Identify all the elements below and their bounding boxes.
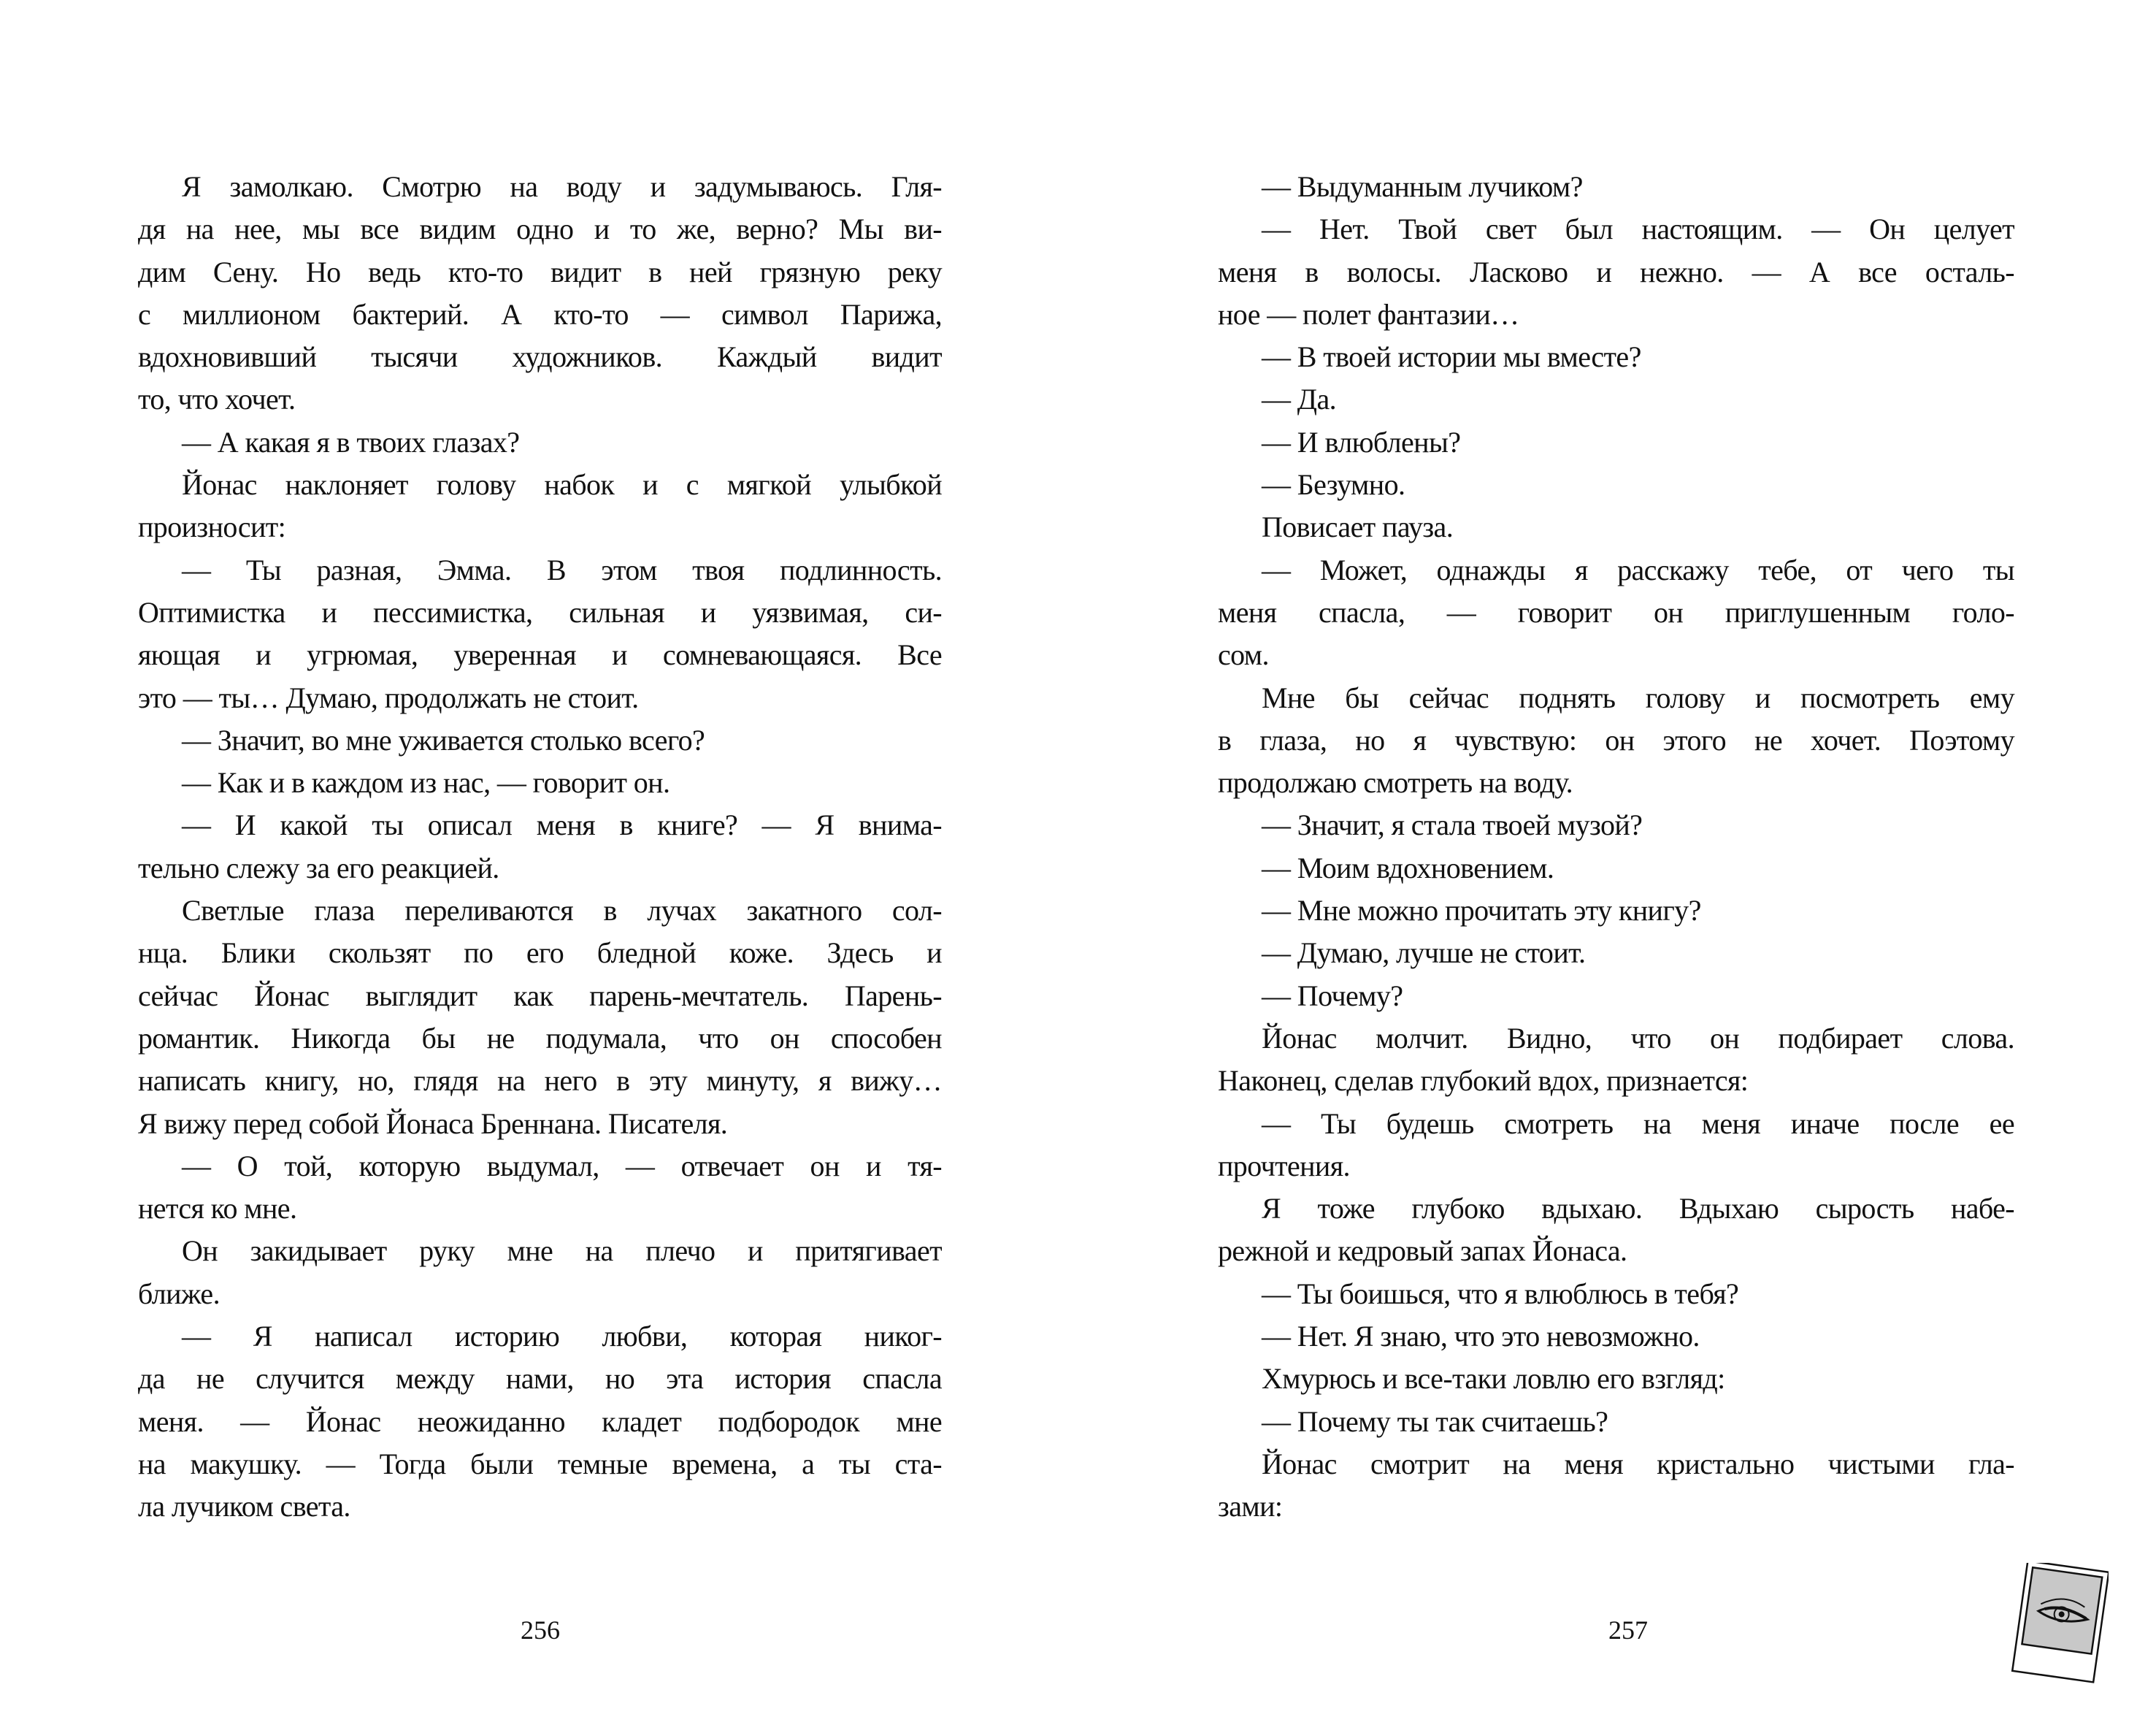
text-line: — Мне можно прочитать эту книгу? bbox=[1262, 894, 1701, 927]
text-line: дим Сену. Но ведь кто-то видит в ней грязную реку bbox=[138, 255, 942, 288]
text-line: — Думаю, лучше не стоит. bbox=[1262, 936, 1586, 970]
text-line: — О той, которую выдумал, — отвечает он и тя- bbox=[182, 1149, 942, 1182]
left-page-text bbox=[138, 166, 942, 1529]
text-line: — И влюблены? bbox=[1262, 425, 1461, 459]
text-line: — Безумно. bbox=[1262, 468, 1405, 502]
text-line: это — ты… Думаю, продолжать не стоит. bbox=[138, 681, 639, 714]
text-line: Я вижу перед собой Йонаса Бреннана. Писателя. bbox=[138, 1106, 728, 1140]
text-line: Я тоже глубоко вдыхаю. Вдыхаю сырость набе- bbox=[1262, 1192, 2014, 1225]
text-line: Йонас наклоняет голову набок и с мягкой улыбкой bbox=[182, 468, 942, 502]
text-line: — Я написал историю любви, которая никог- bbox=[182, 1320, 942, 1353]
text-line: зами: bbox=[1218, 1490, 1283, 1523]
text-line: — Может, однажды я расскажу тебе, от чего ты bbox=[1262, 553, 2014, 586]
text-line: — В твоей истории мы вместе? bbox=[1262, 340, 1641, 374]
text-line: Мне бы сейчас поднять голову и посмотреть ему bbox=[1262, 681, 2014, 714]
text-line: написать книгу, но, глядя на него в эту минуту, я вижу… bbox=[138, 1064, 942, 1098]
text-line: нется ко мне. bbox=[138, 1192, 297, 1225]
text-line: меня в волосы. Ласково и нежно. — А все осталь- bbox=[1218, 255, 2014, 288]
text-line: — Нет. Я знаю, что это невозможно. bbox=[1262, 1320, 1700, 1353]
text-line: яющая и угрюмая, уверенная и сомневающаяся. Все bbox=[138, 638, 942, 672]
text-line: Йонас молчит. Видно, что он подбирает слова. bbox=[1262, 1021, 2014, 1055]
right-page-text bbox=[1218, 166, 2014, 1529]
page-number-left: 256 bbox=[521, 1615, 560, 1645]
text-line: ближе. bbox=[138, 1277, 220, 1310]
text-line: на макушку. — Тогда были темные времена, а ты ста- bbox=[138, 1447, 942, 1480]
text-line: — Выдуманным лучиком? bbox=[1262, 170, 1583, 203]
text-line: Я замолкаю. Смотрю на воду и задумываюсь. Гля- bbox=[182, 170, 942, 203]
text-line: Повисает пауза. bbox=[1262, 510, 1454, 544]
text-line: — Ты будешь смотреть на меня иначе после ее bbox=[1262, 1106, 2014, 1140]
text-line: то, что хочет. bbox=[138, 383, 296, 416]
text-line: Светлые глаза переливаются в лучах закатного сол- bbox=[182, 894, 942, 927]
text-line: режной и кедровый запах Йонаса. bbox=[1218, 1234, 1627, 1268]
text-line: Хмурюсь и все-таки ловлю его взгляд: bbox=[1262, 1362, 1725, 1396]
text-line: нца. Блики скользят по его бледной коже. Здесь и bbox=[138, 936, 942, 970]
text-line: продолжаю смотреть на воду. bbox=[1218, 766, 1573, 800]
text-line: с миллионом бактерий. А кто-то — символ Парижа, bbox=[138, 297, 942, 331]
text-line: прочтения. bbox=[1218, 1149, 1350, 1182]
text-line: меня спасла, — говорит он приглушенным голо- bbox=[1218, 595, 2014, 629]
text-line: Наконец, сделав глубокий вдох, признается: bbox=[1218, 1064, 1749, 1098]
text-line: Он закидывает руку мне на плечо и притягивает bbox=[182, 1234, 942, 1268]
text-line: Оптимистка и пессимистка, сильная и уязвимая, си- bbox=[138, 595, 942, 629]
text-line: вдохновивший тысячи художников. Каждый видит bbox=[138, 340, 942, 374]
text-line: в глаза, но я чувствую: он этого не хочет. Поэтому bbox=[1218, 723, 2014, 757]
text-line: — Да. bbox=[1262, 383, 1337, 416]
text-line: ное — полет фантазии… bbox=[1218, 297, 1519, 331]
text-line: ла лучиком света. bbox=[138, 1490, 350, 1523]
text-line: — Нет. Твой свет был настоящим. — Он целует bbox=[1262, 213, 2014, 246]
text-line: — И какой ты описал меня в книге? — Я внима- bbox=[182, 808, 942, 842]
text-line: — Почему? bbox=[1262, 979, 1403, 1012]
text-line: Йонас смотрит на меня кристально чистыми гла- bbox=[1262, 1447, 2014, 1480]
text-line: тельно слежу за его реакцией. bbox=[138, 851, 499, 884]
text-line: сом. bbox=[1218, 638, 1269, 672]
text-line: дя на нее, мы все видим одно и то же, верно? Мы ви- bbox=[138, 213, 942, 246]
text-line: романтик. Никогда бы не подумала, что он способен bbox=[138, 1021, 942, 1055]
text-line: — А какая я в твоих глазах? bbox=[182, 425, 520, 459]
text-line: — Значит, я стала твоей музой? bbox=[1262, 808, 1643, 842]
text-line: — Моим вдохновением. bbox=[1262, 851, 1554, 884]
polaroid-eye-icon bbox=[2009, 1563, 2109, 1683]
page-number-right: 257 bbox=[1608, 1615, 1648, 1645]
text-line: меня. — Йонас неожиданно кладет подбородок мне bbox=[138, 1404, 942, 1438]
text-line: — Как и в каждом из нас, — говорит он. bbox=[182, 766, 670, 800]
text-line: — Ты разная, Эмма. В этом твоя подлинность. bbox=[182, 553, 942, 586]
text-line: да не случится между нами, но эта история спасла bbox=[138, 1362, 942, 1396]
text-line: сейчас Йонас выглядит как парень-мечтатель. Парень- bbox=[138, 979, 942, 1012]
right-page bbox=[1078, 0, 2156, 1725]
text-line: произносит: bbox=[138, 510, 286, 544]
text-line: — Ты боишься, что я влюблюсь в тебя? bbox=[1262, 1277, 1739, 1310]
text-line: — Значит, во мне уживается столько всего? bbox=[182, 723, 705, 757]
text-line: — Почему ты так считаешь? bbox=[1262, 1404, 1608, 1438]
